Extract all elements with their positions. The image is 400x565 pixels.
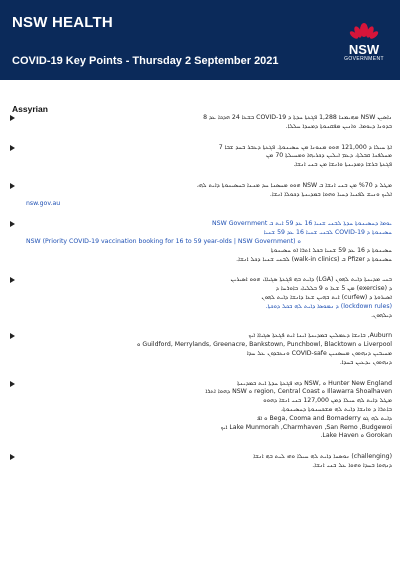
lockdown-rules-link[interactable]: (lockdown rules) ܕ ܢܡܘܣܐ ܕܐܝܬ ܠܗ ܒܟܠ ܕܘܟܬܐ. bbox=[265, 302, 392, 310]
item-line: ܒܕܘܢܐ ܕܝܘܡܐ. ܘܐܢܝܢ ܡܦܩܢܘܬܐ ܕܡܚܕܐ ܚܠܠܐ. bbox=[285, 122, 392, 130]
item-line: ܡܚܠܦܢܐ ܩܒܠܬܐ، ܕܥܡ ܐܝܠܝܢ ܕܟܪܝܗܐ ܘܡܚܝܠܬܐ 70 ܡܢ bbox=[265, 152, 392, 160]
item-line: Auburn, ܒܐܢܫܐ ܕܥܡܠܝܢ ܒܡܕܝܢܬܐ ܐܝܢܐ ܐܝܬ ܦܓܥܬܐ ܣܓܝܐܐ ܐܝܟ bbox=[248, 332, 392, 340]
list-item bbox=[8, 182, 392, 208]
item-line: ܡܛܠ ܕ 70% ܡܢ ܒܢܝ ܐܢܫܐ ܒ NSW ܗܘܘ ܡܚܣܢܐ ܚܕ ܡܢܢܐ ܒܚܣܝܢܘܬܐ ܕܐܝܬ ܠܗ، bbox=[196, 181, 392, 189]
vaccination-link[interactable]: ܚܣܝܢܘܬܐ ܕ COVID-19 ܠܒܢܝ ܫܢܝܐ 16 ܥܕ 59 ܫܢܝܐ bbox=[263, 229, 392, 237]
item-line: ܚܣܝܢܘܬܐ ܕ 16 ܥܕ 59 ܫܢܝܐ ܒܟܠ ܐܬܪܐ ܐܘ ܚܣܝܢܘܬܐ bbox=[270, 246, 392, 254]
bullet-arrow-icon bbox=[10, 221, 15, 227]
list-item bbox=[8, 453, 392, 471]
nsw-government-logo bbox=[338, 18, 390, 74]
item-line: ܡܚܝܒܝܢ ܕܢܗܘܘܢ ܡܚܣܢܝܢ COVID-safe ܘܢܥܒܕܘܢ ܥܠ ܚܕܐ bbox=[246, 349, 392, 357]
item-line: ܐܠܝܟ ܘܢܝܫ ܠܦܢܝܐ ܕܚܝܐ ܘܗܘܐ ܒܡܕܝܢܬܐ ܕܟܘܠܐ ܐܢܫܐ. bbox=[269, 190, 392, 198]
list-item bbox=[8, 220, 392, 264]
item-line: Illawarra Shoalhaven ܘ region, Central Coast ܘ NSW ܕܗܘܐ ܐܬܪܐ bbox=[205, 388, 392, 396]
item-line: (challenging) ܢܘܣܚܐ ܕܐܝܬ ܠܗ ܚܝܠܐ ܘܗܝ ܠܝܬ ܒܗ ܐܢܫܐ bbox=[253, 453, 392, 461]
list-item bbox=[8, 380, 392, 442]
item-line: Hunter New England ܘ ,NSW ܕܗܝ ܦܓܥܬܐ ܚܕܬܐ ܐܝܬ ܒܡܕܝܢܬܐ bbox=[237, 379, 392, 387]
item-line: ܐܬܐ ܚܝܠܐ ܕ 121,000 ܗܘܘ ܡܢܘܢܐ ܡܢ ܚܣܝܢܘܬܐ. ܦܓܥܬܐ ܕܥܒܪ ܒܚܕ ܫܒܐ 7 bbox=[218, 143, 392, 151]
list-item bbox=[8, 114, 392, 132]
language-heading: Assyrian bbox=[12, 104, 48, 114]
item-line: ܢܐܣܝܼܢ NSW ܡܗܝܡܢܐ 1,288 ܦܓܥܬܐ ܚܕܬܐ ܕ COVID-19 ܒܫܥܐ 24 ܗܕܟܐ ܥܕ 8 bbox=[203, 114, 392, 121]
key-points-list bbox=[8, 114, 392, 483]
item-line: Liverpool ܘ Guildford, Merrylands, Greenacre, Bankstown, Punchbowl, Blacktown ܘ bbox=[137, 341, 392, 349]
bullet-arrow-icon bbox=[10, 183, 15, 189]
item-line: ܡܛܠ ܕܐܝܬ ܠܗ ܚܝܠܐ ܕܡܢ 127,000 ܒܢܝ ܐܢܫܐ ܕܗܘܘ bbox=[263, 397, 392, 405]
vaccination-link[interactable]: ܝܘܡܐ ܕܚܣܝܢܘܬܐ ܚܕܬܐ ܠܒܢܝ ܫܢܝܐ 16 ܥܕ 59 ܐܝܬ ܒ NSW Government bbox=[212, 220, 392, 228]
bullet-arrow-icon bbox=[10, 115, 15, 121]
item-line: ܒܐܬܪܐ ܕ ܘܐܢܫܐ ܕܐܝܬ ܠܗ ܡܫܟܚܢܘܬܐ ܕܚܣܝܢܘܬܐ، bbox=[281, 405, 392, 413]
item-line: ܒܢܝ ܡܕܝܢܬܐ ܕܐܝܬ ܠܗܘܢ (LGA) ܕܐܝܬ ܒܗ ܦܓܥܬܐ ܣܓܝܐܐ، ܗܘܘ ܐܣܝܪܝܢ bbox=[230, 276, 392, 284]
list-item bbox=[8, 144, 392, 170]
bullet-arrow-icon bbox=[10, 454, 15, 460]
item-line: ܕ (exercise) ܡܢ 5 ܫܥܐ ܘ 9 ܒܠܠܝܐ، ܒܐܘܪܚܐ ܕ bbox=[275, 285, 392, 293]
item-line: Lake Munmorah ,Charmhaven ,San Remo ,Budgewoi ܐܝܟ bbox=[220, 423, 392, 431]
nsw-gov-link[interactable]: nsw.gov.au bbox=[26, 199, 61, 207]
list-item bbox=[8, 276, 392, 320]
item-line: ܕܐܝܬ ܠܗ ܓܘ Bega, Cooma and Bomaderry ܘ ܐܦ bbox=[257, 414, 392, 422]
logo-name: NSW bbox=[348, 42, 380, 57]
item-line: ܕܝܠܗܘܢ. bbox=[371, 311, 392, 319]
item-line: ܕܢܗܘܘܢ ܝܕܥܝܢ ܒܚܕܐ. bbox=[339, 358, 392, 366]
item-line: Gorokan ܘ Lake Haven. bbox=[320, 432, 392, 440]
bullet-arrow-icon bbox=[10, 145, 15, 151]
item-line: ܦܓܥܬܐ ܒܪܫܐ ܕܡܕܝܢܬܐ ܘܐܢܫܐ ܡܢ ܒܢܝ ܐܢܫܐ. bbox=[293, 161, 392, 169]
item-line: ܐܣܝܪܘܬܐ ܕ (curfew) ܐܝܬ ܒܗܝܢ ܫܥܐ ܕܐܢܫܐ ܕܐܝܬ ܠܗܘܢ bbox=[261, 293, 392, 301]
list-item bbox=[8, 332, 392, 367]
org-title: NSW HEALTH bbox=[12, 14, 113, 31]
logo-subtext: GOVERNMENT bbox=[344, 56, 384, 62]
waratah-icon bbox=[349, 18, 379, 42]
bullet-arrow-icon bbox=[10, 381, 15, 387]
item-line: ܕܢܗܘܐ ܒܚܕܐ ܘܗܘܐ ܥܠ ܒܢܝ ܐܢܫܐ. bbox=[312, 461, 392, 469]
item-line: ܚܣܝܢܘܬܐ ܕ Pfizer ܒ (walk-in clinics) ܠܒܢܝ ܫܢܝܐ ܕܟܠ ܐܢܫܐ. bbox=[236, 255, 392, 263]
page-subtitle: COVID-19 Key Points - Thursday 2 September 2021 bbox=[12, 55, 279, 67]
bullet-arrow-icon bbox=[10, 277, 15, 283]
bullet-arrow-icon bbox=[10, 333, 15, 339]
vaccination-booking-link[interactable]: NSW (Priority COVID-19 vaccination booking for 16 to 59 year-olds | NSW Government) ܘ bbox=[26, 237, 301, 245]
header-banner bbox=[0, 0, 400, 80]
